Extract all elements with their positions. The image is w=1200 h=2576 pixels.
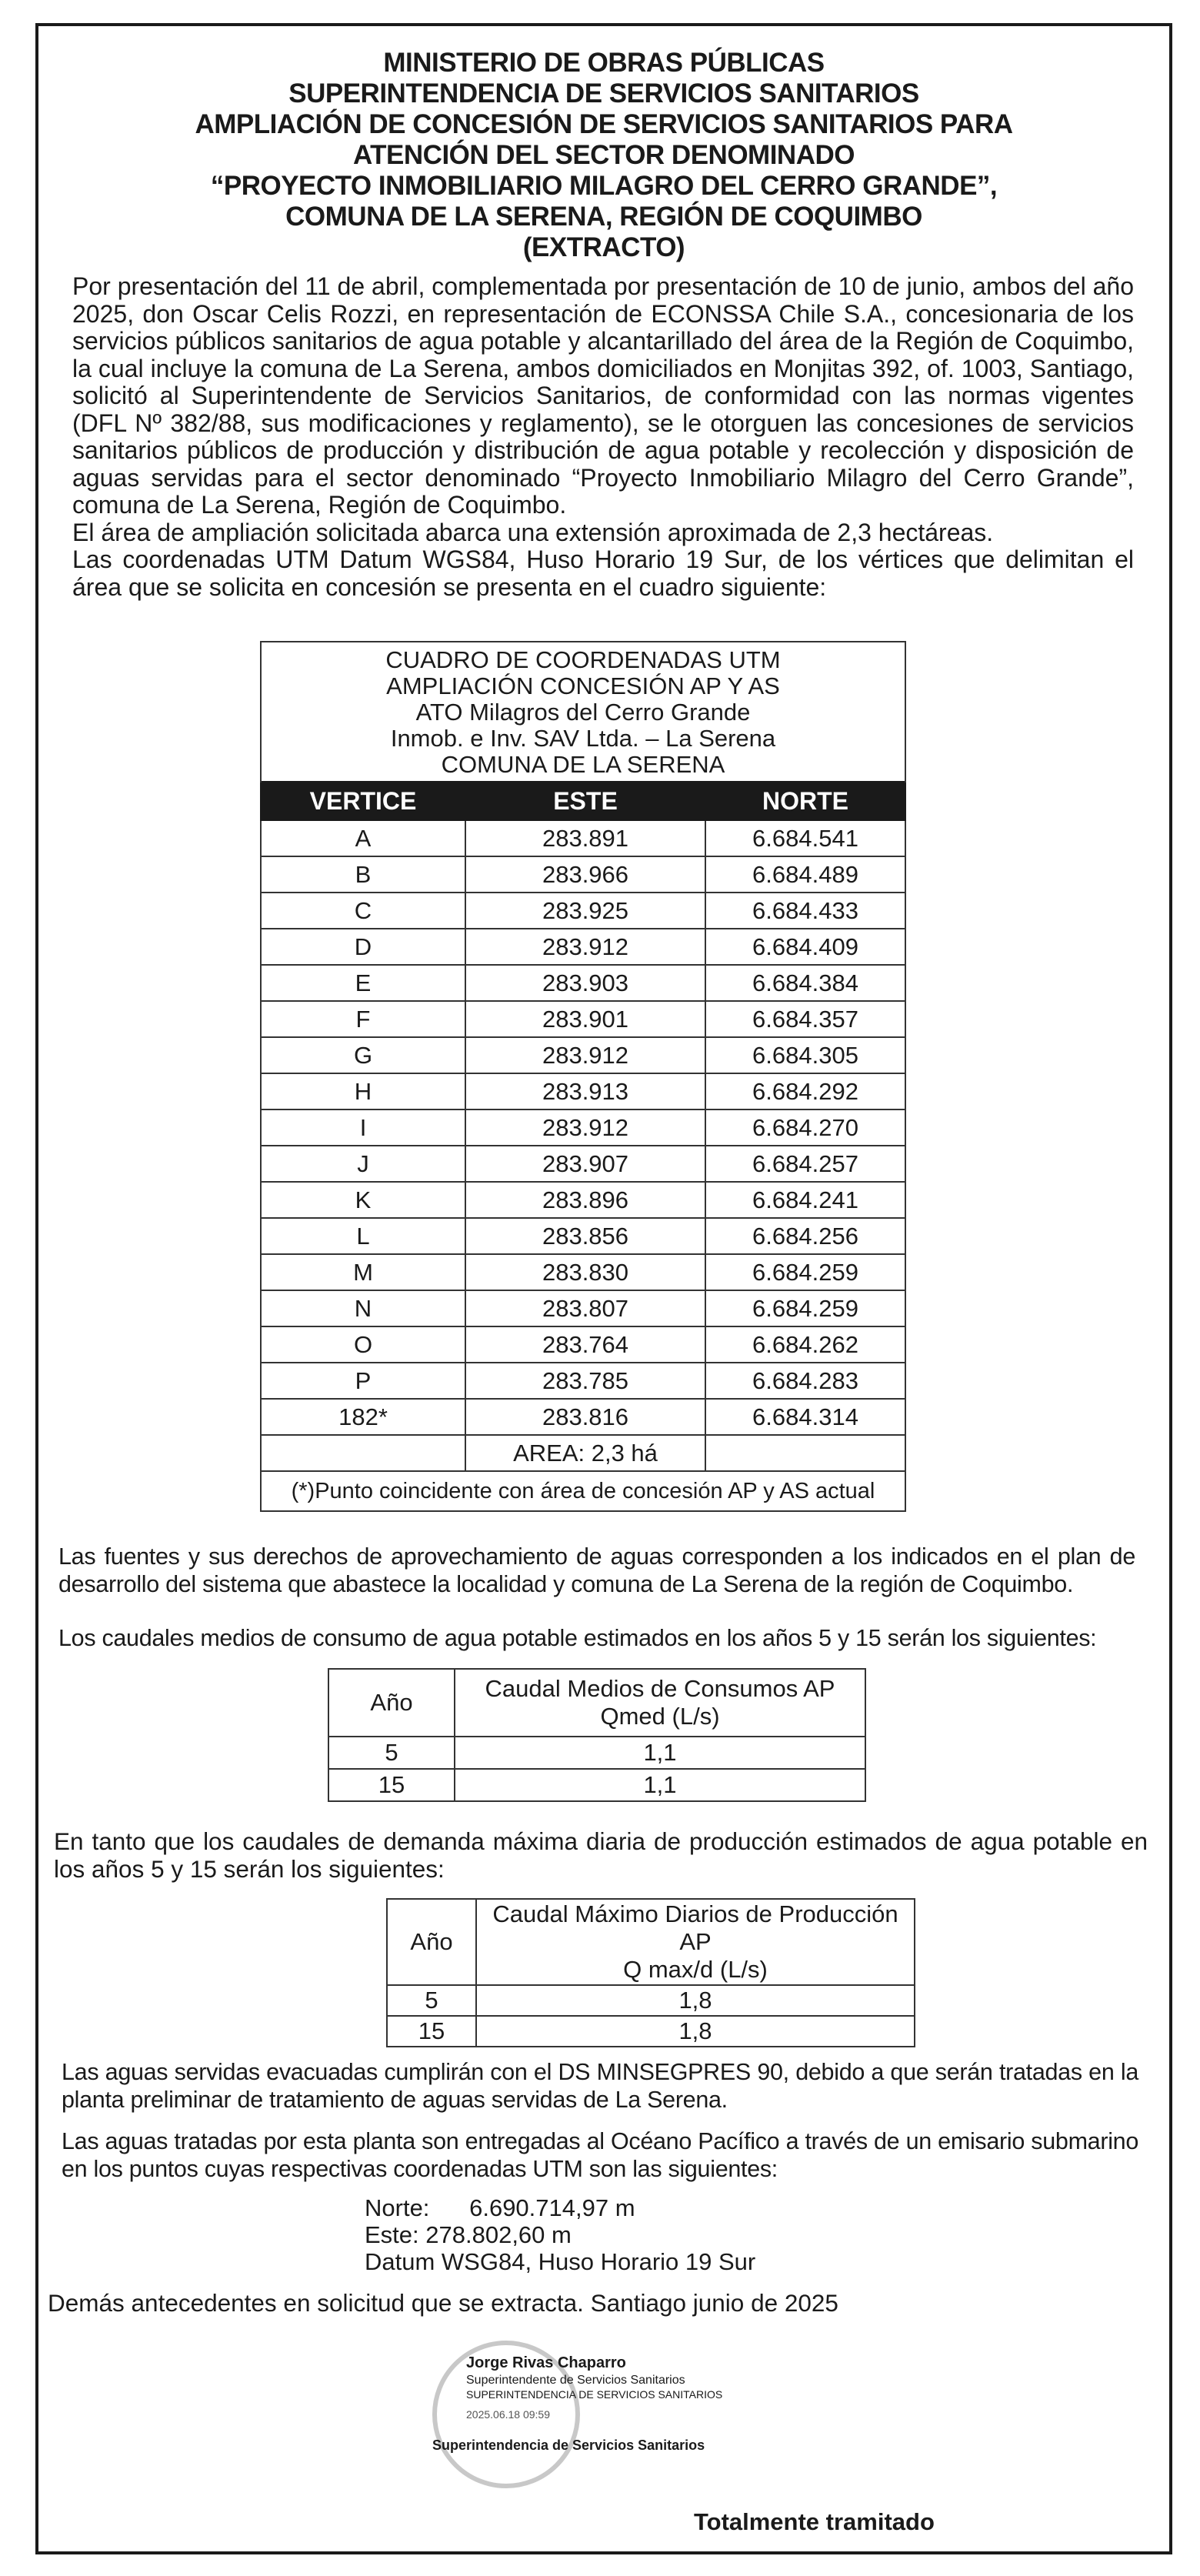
intro-paragraph: Por presentación del 11 de abril, complementada por presentación de 10 de junio, ambos del año 2025, don Oscar Celis Rozzi, en representación de ECONSSA Chile S.A., concesionaria de los servicios públicos sanitarios de agua potable y alcantarillado del área de la Región de Coquimbo, la cual incluye la comuna de La Serena, ambos domiciliados en Monjitas 392, of. 1003, Santiago, solicitó al Superintendente de Servicios Sanitarios, de conformidad con las normas vigentes (DFL Nº 382/88, sus modificaciones y reglamento), se le otorguen las concesiones de servicios sanitarios públicos de producción y distribución de agua potable y recolección y disposición de aguas servidas para el sector denominado “Proyecto Inmobiliario Milagro del Cerro Grande”, comuna de La Serena, Región de Coquimbo. [72, 272, 1134, 519]
east-cell: 283.785 [465, 1363, 705, 1399]
column-header-flow [455, 1669, 865, 1737]
east-cell: 283.912 [465, 929, 705, 965]
flow-cell: 1,8 [476, 1985, 915, 2016]
table-row [261, 1399, 905, 1435]
east-cell: 283.907 [465, 1146, 705, 1182]
column-header-norte: NORTE [705, 782, 905, 820]
caption-line: AMPLIACIÓN CONCESIÓN AP Y AS [386, 672, 780, 699]
wastewater-paragraph: Las aguas servidas evacuadas cumplirán con el DS MINSEGPRES 90, debido a que serán tratadas en la planta preliminar de tratamiento de aguas servidas de La Serena. [62, 2059, 1138, 2113]
header-line: MINISTERIO DE OBRAS PÚBLICAS [383, 48, 825, 78]
east-cell: 283.901 [465, 1001, 705, 1037]
production-table [386, 1898, 915, 2047]
vertex-cell: N [261, 1290, 465, 1326]
table-row [261, 1001, 905, 1037]
vertex-cell: O [261, 1326, 465, 1363]
table-header-row [328, 1669, 865, 1737]
table-row [328, 1769, 865, 1801]
table-footnote: (*)Punto coincidente con área de concesión AP y AS actual [261, 1471, 905, 1511]
east-cell: 283.764 [465, 1326, 705, 1363]
north-cell: 6.684.292 [705, 1073, 905, 1109]
header-line: AMPLIACIÓN DE CONCESIÓN DE SERVICIOS SANITARIOS PARA [195, 109, 1013, 139]
stamp-date: 2025.06.18 09:59 [466, 2408, 550, 2421]
north-cell: 6.684.256 [705, 1218, 905, 1254]
flow-cell: 1,8 [476, 2016, 915, 2047]
table-row [261, 929, 905, 965]
north-cell: 6.684.257 [705, 1146, 905, 1182]
area-cell: AREA: 2,3 há [465, 1435, 705, 1471]
vertex-cell: F [261, 1001, 465, 1037]
header-line: Q max/d (L/s) [623, 1956, 768, 1983]
north-cell: 6.684.409 [705, 929, 905, 965]
table-row [261, 820, 905, 856]
header-line: SUPERINTENDENCIA DE SERVICIOS SANITARIOS [288, 78, 919, 108]
year-cell: 5 [328, 1737, 455, 1769]
east-cell: 283.856 [465, 1218, 705, 1254]
east-cell: 283.913 [465, 1073, 705, 1109]
signer-organization: Superintendencia de Servicios Sanitarios [432, 2438, 705, 2453]
table-row [261, 1218, 905, 1254]
table-caption [261, 642, 905, 782]
table-row [261, 1073, 905, 1109]
area-paragraph: El área de ampliación solicitada abarca una extensión aproximada de 2,3 hectáreas. [72, 518, 994, 546]
north-cell: 6.684.433 [705, 893, 905, 929]
area-empty-cell [261, 1435, 465, 1471]
header-line: ATENCIÓN DEL SECTOR DENOMINADO [353, 140, 855, 170]
north-cell: 6.684.384 [705, 965, 905, 1001]
east-cell: 283.830 [465, 1254, 705, 1290]
vertex-cell: 182* [261, 1399, 465, 1435]
north-cell: 6.684.262 [705, 1326, 905, 1363]
east-cell: 283.925 [465, 893, 705, 929]
vertex-cell: G [261, 1037, 465, 1073]
caption-line: CUADRO DE COORDENADAS UTM [385, 646, 781, 673]
vertex-cell: M [261, 1254, 465, 1290]
header-line: COMUNA DE LA SERENA, REGIÓN DE COQUIMBO [285, 202, 922, 232]
area-empty-cell [705, 1435, 905, 1471]
east-cell: 283.807 [465, 1290, 705, 1326]
table-row [261, 856, 905, 893]
vertex-cell: C [261, 893, 465, 929]
coordinates-paragraph: Las coordenadas UTM Datum WGS84, Huso Horario 19 Sur, de los vértices que delimitan el área que se solicita en concesión se presenta en el cuadro siguiente: [72, 546, 1134, 601]
north-cell: 6.684.357 [705, 1001, 905, 1037]
header-line: Qmed (L/s) [600, 1703, 720, 1730]
header-line: (EXTRACTO) [522, 232, 685, 262]
east-cell: 283.816 [465, 1399, 705, 1435]
vertex-cell: L [261, 1218, 465, 1254]
footnote-row [261, 1471, 905, 1511]
production-intro: En tanto que los caudales de demanda máxima diaria de producción estimados de agua potable en los años 5 y 15 serán los siguientes: [54, 1827, 1148, 1883]
header-line: “PROYECTO INMOBILIARIO MILAGRO DEL CERRO GRANDE”, [210, 171, 998, 201]
table-row [261, 1326, 905, 1363]
flow-cell: 1,1 [455, 1737, 865, 1769]
column-header-year: Año [328, 1669, 455, 1737]
status-label: Totalmente tramitado [694, 2508, 935, 2535]
north-cell: 6.684.241 [705, 1182, 905, 1218]
vertex-cell: K [261, 1182, 465, 1218]
east-cell: 283.896 [465, 1182, 705, 1218]
table-row [261, 1290, 905, 1326]
table-header-row [261, 782, 905, 820]
table-row [328, 1737, 865, 1769]
caption-line: Inmob. e Inv. SAV Ltda. – La Serena [390, 725, 776, 752]
column-header-vertice: VERTICE [261, 782, 465, 820]
east-cell: 283.891 [465, 820, 705, 856]
north-cell: 6.684.259 [705, 1254, 905, 1290]
closing-line: Demás antecedentes en solicitud que se extracta. Santiago junio de 2025 [48, 2289, 838, 2317]
table-row [261, 1146, 905, 1182]
north-cell: 6.684.305 [705, 1037, 905, 1073]
table-row [387, 1985, 915, 2016]
treated-water-paragraph: Las aguas tratadas por esta planta son entregadas al Océano Pacífico a través de un emisario submarino en los puntos cuyas respectivas coordenadas UTM son las siguientes: [62, 2128, 1138, 2182]
outfall-coordinates [365, 2194, 903, 2275]
caption-line: COMUNA DE LA SERENA [441, 751, 725, 778]
north-cell: 6.684.259 [705, 1290, 905, 1326]
flow-cell: 1,1 [455, 1769, 865, 1801]
signer-institution: SUPERINTENDENCIA DE SERVICIOS SANITARIOS [466, 2388, 723, 2401]
vertex-cell: H [261, 1073, 465, 1109]
vertex-cell: A [261, 820, 465, 856]
outfall-north: Norte: 6.690.714,97 m [365, 2194, 635, 2221]
table-row [261, 1109, 905, 1146]
table-row [261, 1037, 905, 1073]
consumption-table [328, 1668, 866, 1802]
vertex-cell: I [261, 1109, 465, 1146]
vertex-cell: D [261, 929, 465, 965]
coordinates-table [260, 641, 906, 1512]
header-line: Caudal Máximo Diarios de Producción AP [492, 1900, 898, 1955]
header-line: Caudal Medios de Consumos AP [485, 1675, 835, 1702]
table-row [261, 1182, 905, 1218]
signer-name: Jorge Rivas Chaparro [466, 2354, 626, 2371]
area-row [261, 1435, 905, 1471]
caption-line: ATO Milagros del Cerro Grande [415, 699, 751, 726]
table-header-row [387, 1899, 915, 1985]
column-header-este: ESTE [465, 782, 705, 820]
year-cell: 15 [387, 2016, 476, 2047]
north-cell: 6.684.283 [705, 1363, 905, 1399]
sources-paragraph: Las fuentes y sus derechos de aprovechamiento de aguas corresponden a los indicados en el plan de desarrollo del sistema que abastece la localidad y comuna de La Serena de la región de Coquimbo. [58, 1543, 1135, 1597]
east-cell: 283.966 [465, 856, 705, 893]
outfall-datum: Datum WSG84, Huso Horario 19 Sur [365, 2248, 756, 2275]
year-cell: 15 [328, 1769, 455, 1801]
table-row [387, 2016, 915, 2047]
vertex-cell: P [261, 1363, 465, 1399]
column-header-flow [476, 1899, 915, 1985]
east-cell: 283.912 [465, 1037, 705, 1073]
year-cell: 5 [387, 1985, 476, 2016]
table-row [261, 1363, 905, 1399]
north-cell: 6.684.541 [705, 820, 905, 856]
consumption-intro: Los caudales medios de consumo de agua potable estimados en los años 5 y 15 serán los siguientes: [58, 1625, 1097, 1651]
outfall-east: Este: 278.802,60 m [365, 2221, 572, 2248]
east-cell: 283.903 [465, 965, 705, 1001]
table-row [261, 965, 905, 1001]
vertex-cell: B [261, 856, 465, 893]
east-cell: 283.912 [465, 1109, 705, 1146]
north-cell: 6.684.489 [705, 856, 905, 893]
vertex-cell: J [261, 1146, 465, 1182]
north-cell: 6.684.270 [705, 1109, 905, 1146]
column-header-year: Año [387, 1899, 476, 1985]
table-row [261, 893, 905, 929]
vertex-cell: E [261, 965, 465, 1001]
document-header [35, 48, 1172, 263]
north-cell: 6.684.314 [705, 1399, 905, 1435]
intro-section [72, 273, 1134, 601]
table-row [261, 1254, 905, 1290]
coordinates-table-body [261, 820, 905, 1435]
signer-title: Superintendente de Servicios Sanitarios [466, 2374, 685, 2387]
